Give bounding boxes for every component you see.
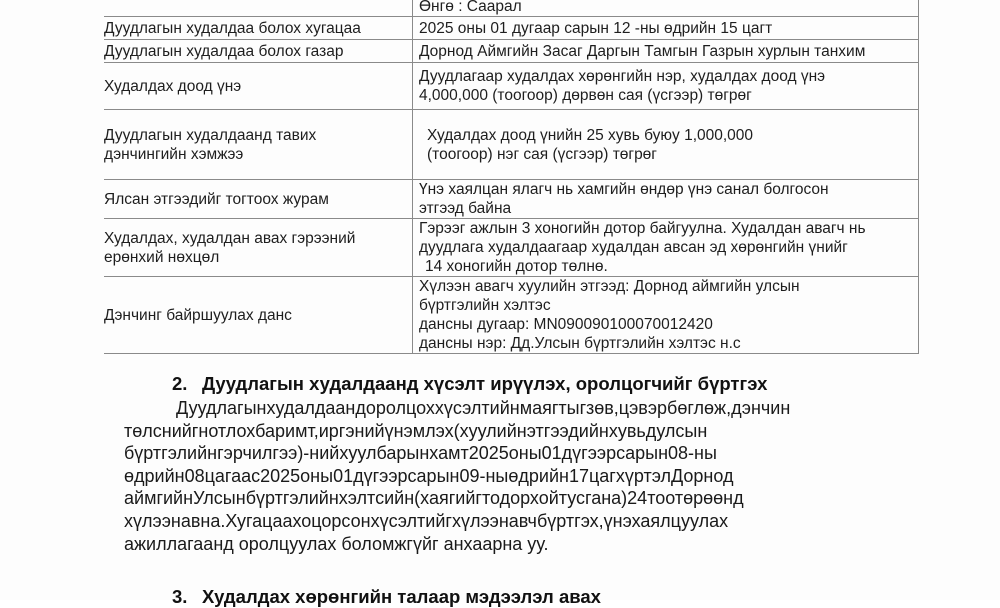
value-contract-line-1: Гэрээг ажлын 3 хоногийн дотор байгуулна. Худалдан авагч нь (419, 220, 866, 237)
table-row-color (104, 0, 919, 17)
table-value-cell (413, 277, 919, 354)
section-2-title: Дуудлагын худалдаанд хүсэлт ирүүлэх, оролцогчийг бүртгэх (202, 373, 768, 394)
label-winner-rule: Ялсан этгээдийг тогтоох журам (104, 180, 413, 219)
table-value-cell (413, 180, 919, 219)
label-auction-time: Дуудлагын худалдаа болох хугацаа (104, 17, 413, 40)
section-2-number: 2. (172, 373, 188, 394)
label-deposit-amount-line-2: дэнчингийн хэмжээ (104, 145, 244, 163)
paragraph-line: аймгийнУлсынбүртгэлийнхэлтсийн(хаягийгтодорхойтусгана)24тоотөрөөнд (124, 488, 744, 509)
paragraph-line: хүлээнавна.Хугацаахоцорсонхүсэлтийгхүлээнавчбүртгэх,үнэхаялцуулах (124, 510, 729, 531)
label-min-price: Худалдах доод үнэ (104, 63, 413, 110)
table-value-cell (413, 0, 919, 17)
label-deposit-amount-line-1: Дуудлагын худалдаанд тавих (104, 126, 317, 144)
value-contract-line-2: дуудлага худалдаагаар худалдан авсан эд хөрөнгийн үнийг (419, 239, 848, 256)
value-deposit-line-1: Худалдах доод үнийн 25 хувь буюу 1,000,000 (427, 126, 754, 144)
table-row-contract-terms (104, 219, 919, 277)
table-value-cell (413, 219, 919, 277)
table-row-deposit-amount (104, 110, 919, 180)
paragraph-line: өдрийн08цагаас2025оны01дүгээрсарын09-ныөдрийн17цагхүртэлДорнод (124, 465, 734, 486)
value-min-price-line-1: Дуудлагаар худалдах хөрөнгийн нэр, худалдах доод үнэ (419, 68, 826, 85)
table-value-cell (413, 63, 919, 110)
section-3-heading (172, 586, 601, 608)
value-min-price-line-2: 4,000,000 (тоогоор) дөрвөн сая (үсгээр) төгрөг (419, 87, 752, 104)
label-auction-place: Дуудлагын худалдаа болох газар (104, 40, 413, 63)
table-row-min-price (104, 63, 919, 110)
value-account-number: дансны дугаар: MN090090100070012420 (419, 316, 713, 333)
value-account-recipient: Хүлээн авагч хуулийн этгээд: Дорнод аймгийн улсын (419, 278, 800, 295)
table-value-cell (413, 40, 919, 63)
table-value-cell (413, 110, 919, 180)
table-row-auction-time (104, 17, 919, 40)
label-deposit-account: Дэнчинг байршуулах данс (104, 277, 413, 354)
paragraph-line: ажиллагаанд оролцуулах боломжгүйг анхаарна уу. (124, 533, 549, 554)
value-auction-time: 2025 оны 01 дугаар сарын 12 -ны өдрийн 15 цагт (419, 19, 773, 37)
label-contract-terms-line-1: Худалдах, худалдан авах гэрээний (104, 229, 356, 247)
auction-info-table (104, 0, 919, 354)
table-row-deposit-account (104, 277, 919, 354)
table-row-auction-place (104, 40, 919, 63)
paragraph-line: Дуудлагынхудалдаандоролцоххүсэлтийнмаягтыгзөв,цэвэрбөглөж,дэнчин (176, 398, 791, 418)
value-auction-place: Дорнод Аймгийн Засаг Даргын Тамгын Газрын хурлын танхим (419, 42, 866, 60)
label-deposit-amount (104, 110, 413, 180)
value-winner-rule-line-2: этгээд байна (419, 200, 512, 217)
section-2-paragraph (124, 397, 916, 555)
paragraph-line: төлснийгнотлохбаримт,иргэнийүнэмлэх(хуулийнэтгээдийнхувьдулсын (124, 420, 708, 441)
paragraph-line: бүртгэлийнгэрчилгээ)-нийхуулбарынхамт2025оны01дүгээрсарын08-ны (124, 443, 717, 464)
value-deposit-line-2: (тоогоор) нэг сая (үсгээр) төгрөг (427, 145, 657, 163)
table-label-cell (104, 0, 413, 17)
section-3-number: 3. (172, 586, 188, 607)
section-3-title: Худалдах хөрөнгийн талаар мэдээлэл авах (202, 586, 601, 607)
value-account-recipient-cont: бүртгэлийн хэлтэс (419, 297, 551, 314)
label-contract-terms-line-2: ерөнхий нөхцөл (104, 248, 220, 266)
table-value-cell (413, 17, 919, 40)
value-color: Өнгө : Саарал (419, 0, 522, 15)
value-account-name: дансны нэр: Дд.Улсын бүртгэлийн хэлтэс н.с (419, 335, 741, 352)
value-contract-line-3: 14 хоногийн дотор төлнө. (425, 258, 608, 275)
value-winner-rule-line-1: Үнэ хаялцан ялагч нь хамгийн өндөр үнэ санал болгосон (419, 181, 829, 198)
section-2-heading (172, 373, 767, 395)
table-row-winner-rule (104, 180, 919, 219)
label-contract-terms (104, 219, 413, 277)
